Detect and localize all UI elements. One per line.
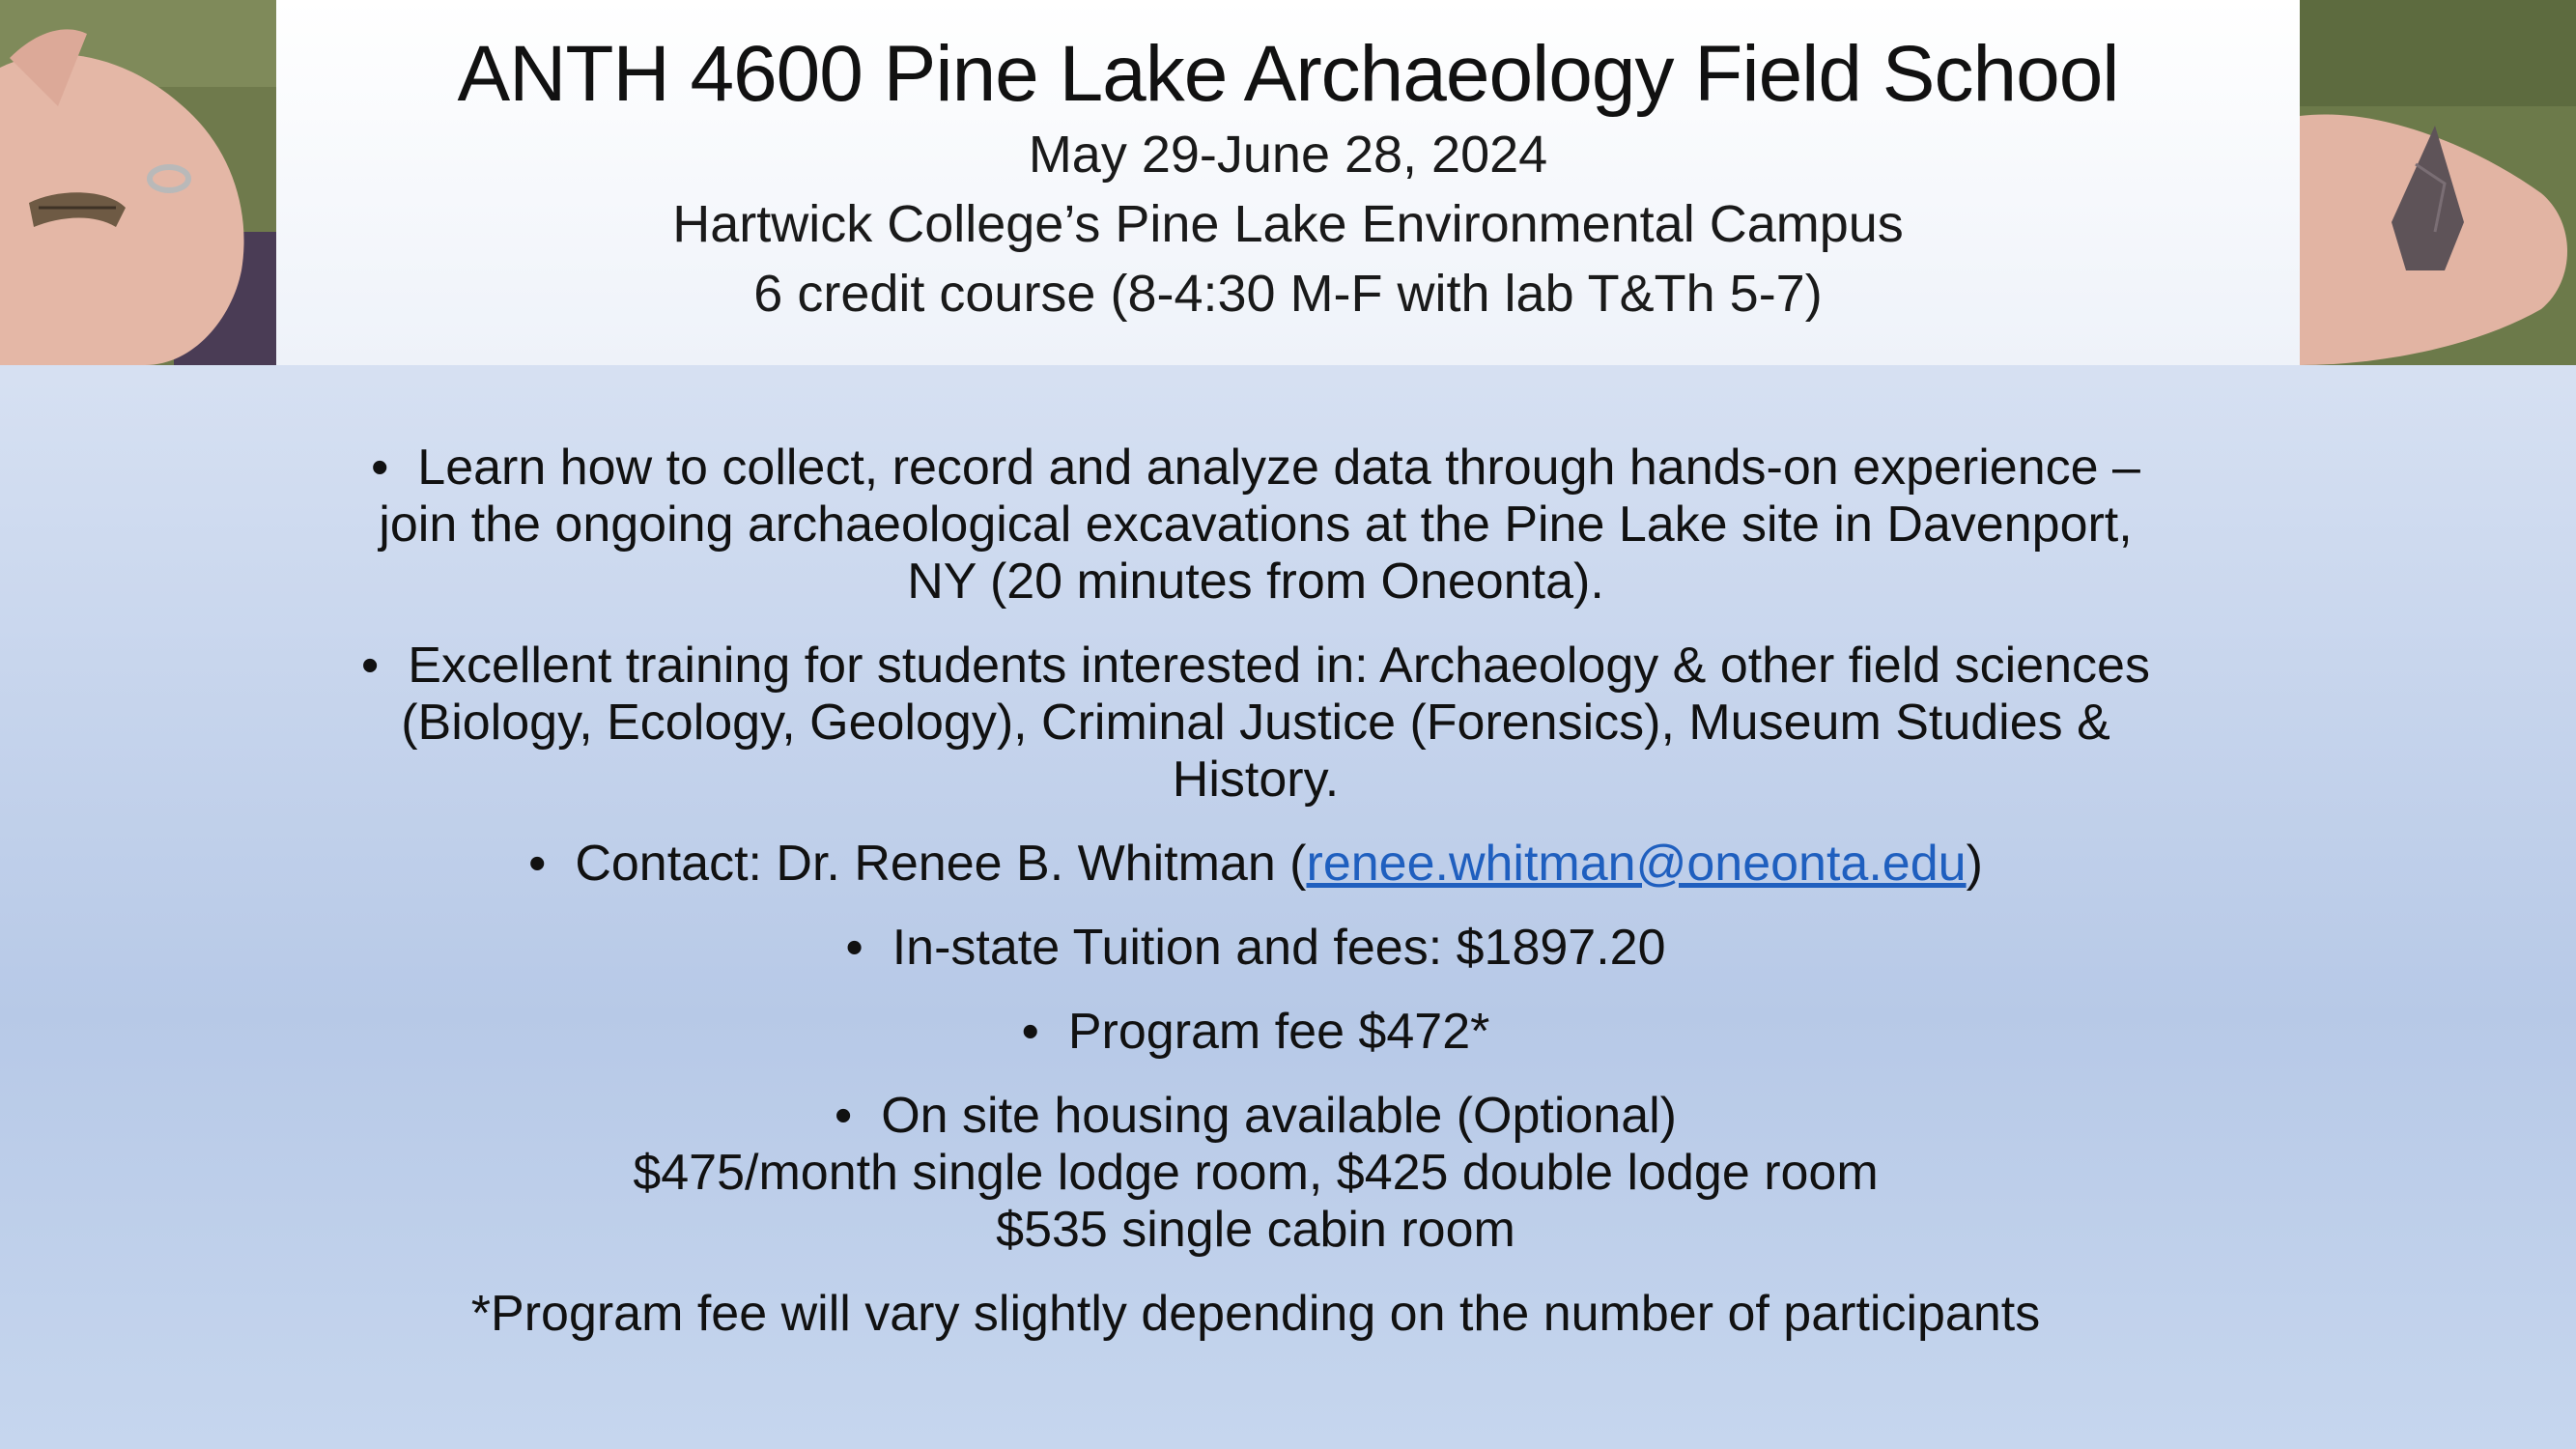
program-fee-footnote: *Program fee will vary slightly depending on the number of participants <box>470 1286 2041 1342</box>
bullet-list <box>251 440 2260 1343</box>
bullet-glyph: • <box>371 440 389 496</box>
bullet-training: • Excellent training for students interested in: Archaeology & other field sciences (Biology, Ecology, Geology), Criminal Justice (Forensics), Museum Studies & History. <box>361 638 2150 808</box>
course-location: Hartwick College’s Pine Lake Environmental Campus <box>672 195 1904 254</box>
photo-hand-with-pottery-sherd <box>0 0 276 365</box>
bullet-program-fee: • Program fee $472* <box>1021 1004 1490 1060</box>
course-dates: May 29-June 28, 2024 <box>1028 126 1548 185</box>
bullet-contact: • Contact: Dr. Renee B. Whitman (renee.whitman@oneonta.edu) <box>528 836 1983 892</box>
bullet-glyph: • <box>834 1088 853 1144</box>
title-banner <box>276 0 2300 365</box>
bullet-tuition: • In-state Tuition and fees: $1897.20 <box>845 920 1666 976</box>
bullet-learn: • Learn how to collect, record and analyze data through hands-on experience – join the ongoing archaeological excavations at the Pine Lake site in Davenport, NY (20 minutes from Oneonta). <box>371 440 2140 610</box>
bullet-housing: • On site housing available (Optional) $475/month single lodge room, $425 double lodge room $535 single cabin room <box>633 1088 1879 1258</box>
bullet-glyph: • <box>361 638 380 694</box>
course-credits: 6 credit course (8-4:30 M-F with lab T&Th 5-7) <box>753 265 1823 324</box>
photo-hand-with-arrowhead <box>2300 0 2576 365</box>
bullet-glyph: • <box>845 920 863 976</box>
page-title: ANTH 4600 Pine Lake Archaeology Field School <box>457 30 2119 118</box>
contact-email-link[interactable]: renee.whitman@oneonta.edu <box>1306 836 1967 892</box>
bullet-glyph: • <box>1021 1004 1039 1060</box>
bullet-glyph: • <box>528 836 547 892</box>
